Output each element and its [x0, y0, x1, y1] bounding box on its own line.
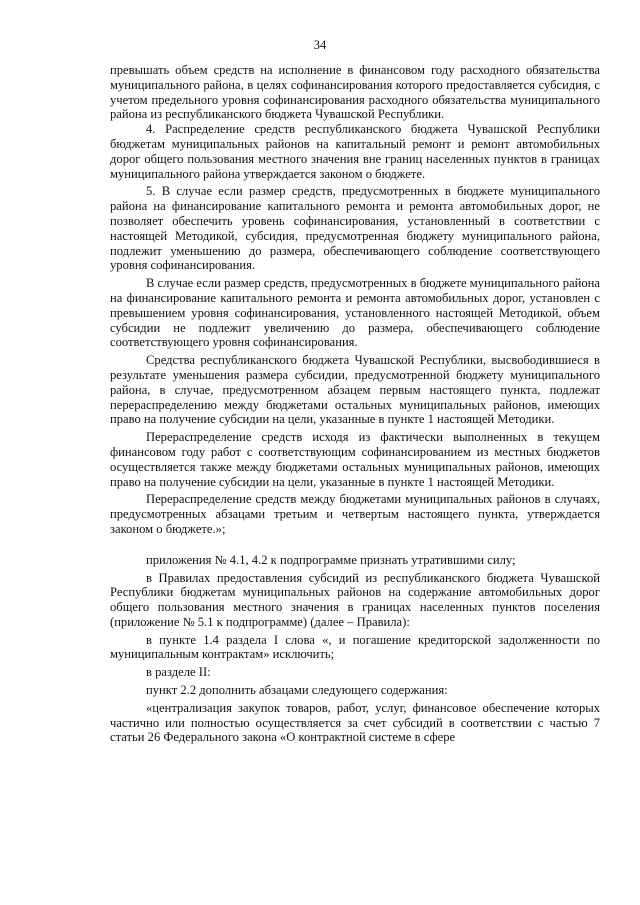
- paragraph: в пункте 1.4 раздела I слова «, и погашение кредиторской задолженности по муниципальным контрактам» исключить;: [110, 632, 600, 662]
- paragraph: приложения № 4.1, 4.2 к подпрограмме признать утратившими силу;: [146, 552, 516, 567]
- paragraph: Перераспределение средств между бюджетами муниципальных районов в случаях, предусмотренных абзацами третьим и четвертым настоящего пункта, утверждается законом о бюджете.»;: [110, 492, 600, 536]
- paragraph: Средства республиканского бюджета Чувашской Республики, высвободившиеся в результате уменьшения размера субсидии, предусмотренной бюджету муниципального района, в случае, предусмотренном абзацем первым настоящего пункта, подлежат перераспределению между бюджетами остальных муниципальных районов, имеющих право на получение субсидии на цели, указанные в пункте 1 настоящей Методики.: [110, 353, 600, 427]
- paragraph: 4. Распределение средств республиканского бюджета Чувашской Республики бюджетам муниципальных районов на капитальный ремонт и ремонт автомобильных дорог общего пользования местного значения вне границ населенных пунктов в границах муниципального района утверждается законом о бюджете.: [110, 122, 600, 181]
- document-body: [110, 63, 600, 745]
- paragraph: в Правилах предоставления субсидий из республиканского бюджета Чувашской Республики бюджетам муниципальных районов на содержание автомобильных дорог общего пользования местного значения в границах населенных пунктов поселения (приложение № 5.1 к подпрограмме) (далее – Правила):: [110, 570, 600, 629]
- paragraph: 5. В случае если размер средств, предусмотренных в бюджете муниципального района на финансирование капитального ремонта и ремонта автомобильных дорог, не позволяет обеспечить уровень софинансирования, установленный в соответствии с настоящей Методикой, субсидия, предусмотренная бюджету муниципального района, подлежит уменьшению до размера, обеспечивающего соблюдение соответствующего уровня софинансирования.: [110, 184, 600, 273]
- paragraph: В случае если размер средств, предусмотренных в бюджете муниципального района на финансирование капитального ремонта и ремонта автомобильных дорог, установлен с превышением уровня софинансирования, установленного настоящей Методикой, объем субсидии не подлежит увеличению до размера, обеспечивающего соблюдение соответствующего уровня софинансирования.: [110, 276, 600, 350]
- paragraph: «централизация закупок товаров, работ, услуг, финансовое обеспечение которых частично или полностью осуществляется за счет субсидий в соответствии с частью 7 статьи 26 Федерального закона «О контрактной системе в сфере: [110, 700, 600, 745]
- paragraph: пункт 2.2 дополнить абзацами следующего содержания:: [146, 683, 448, 698]
- paragraph: Перераспределение средств исходя из фактически выполненных в текущем финансовом году работ с соответствующим софинансированием из местных бюджетов осуществляется также между бюджетами остальных муниципальных районов, имеющих право на получение субсидии на цели, указанные в пункте 1 настоящей Методики.: [110, 430, 600, 489]
- paragraph: превышать объем средств на исполнение в финансовом году расходного обязательства муниципального района, в целях софинансирования которого предоставляется субсидия, с учетом предельного уровня софинансирования расходного обязательства муниципального района из республиканского бюджета Чувашской Республики.: [110, 63, 600, 122]
- page-number: 34: [313, 38, 327, 52]
- paragraph: в разделе II:: [146, 665, 211, 680]
